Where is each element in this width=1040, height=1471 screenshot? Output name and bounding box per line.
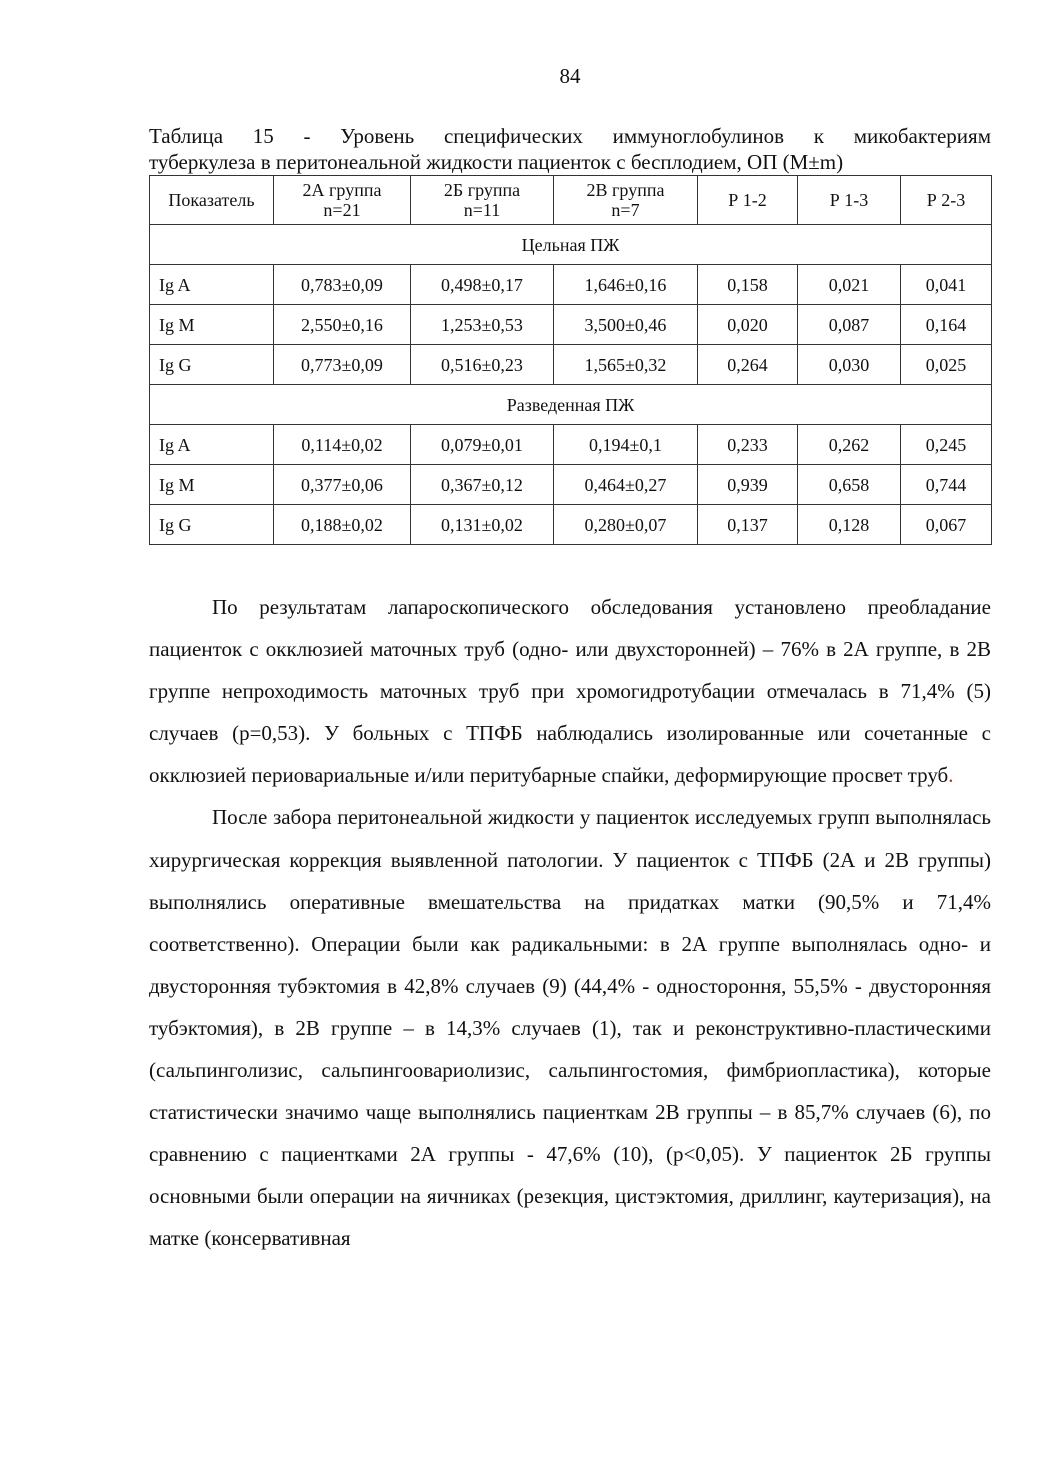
value-cell: 0,025 bbox=[901, 345, 992, 385]
value-cell: 0,128 bbox=[798, 505, 901, 545]
value-cell: 0,188±0,02 bbox=[274, 505, 411, 545]
value-cell: 0,087 bbox=[798, 305, 901, 345]
value-cell: 0,158 bbox=[698, 265, 798, 305]
value-cell: 0,245 bbox=[901, 425, 992, 465]
table-row bbox=[150, 465, 992, 505]
value-cell: 0,067 bbox=[901, 505, 992, 545]
header-cell: 2В группа n=7 bbox=[554, 176, 698, 225]
value-cell: 0,280±0,07 bbox=[554, 505, 698, 545]
table-row bbox=[150, 425, 992, 465]
value-cell: 0,020 bbox=[698, 305, 798, 345]
value-cell: 3,500±0,46 bbox=[554, 305, 698, 345]
value-cell: 0,773±0,09 bbox=[274, 345, 411, 385]
paragraph: После забора перитонеальной жидкости у пациенток исследуемых групп выполнялась хирургическая коррекция выявленной патологии. У пациенток с ТПФБ (2А и 2В группы) выполнялись оперативные вмешательства на придатках матки (90,5% и 71,4% соответственно). Операции были как радикальными: в 2А группе выполнялась одно- и двусторонняя тубэктомия в 42,8% случаев (9) (44,4% - одностороння, 55,5% - двусторонняя тубэктомия), в 2В группе – в 14,3% случаев (1), так и реконструктивно-пластическими (сальпинголизис, сальпингоовариолизис, сальпингостомия, фимбриопластика), которые статистически значимо чаще выполнялись пациенткам 2В группы – в 85,7% случаев (6), по сравнению с пациентками 2А группы - 47,6% (10), (р<0,05). У пациенток 2Б группы основными были операции на яичниках (резекция, цистэктомия, дриллинг, каутеризация), на матке (консервативная bbox=[149, 805, 991, 1251]
value-cell: 0,233 bbox=[698, 425, 798, 465]
value-cell: 0,658 bbox=[798, 465, 901, 505]
value-cell: 1,253±0,53 bbox=[411, 305, 554, 345]
table-body bbox=[150, 225, 992, 545]
value-cell: 0,137 bbox=[698, 505, 798, 545]
row-label-cell: Ig M bbox=[150, 465, 274, 505]
table-row bbox=[150, 345, 992, 385]
value-cell: 0,041 bbox=[901, 265, 992, 305]
header-cell: 2Б группа n=11 bbox=[411, 176, 554, 225]
value-cell: 0,939 bbox=[698, 465, 798, 505]
value-cell: 0,079±0,01 bbox=[411, 425, 554, 465]
caption-line: туберкулеза в перитонеальной жидкости пациенток с бесплодием, ОП (M±m) bbox=[149, 150, 844, 174]
table-header-row bbox=[150, 176, 992, 225]
header-cell: Р 1-2 bbox=[698, 176, 798, 225]
value-cell: 0,114±0,02 bbox=[274, 425, 411, 465]
value-cell: 0,367±0,12 bbox=[411, 465, 554, 505]
value-cell: 0,377±0,06 bbox=[274, 465, 411, 505]
value-cell: 0,744 bbox=[901, 465, 992, 505]
value-cell: 0,464±0,27 bbox=[554, 465, 698, 505]
header-cell: 2А группа n=21 bbox=[274, 176, 411, 225]
row-label-cell: Ig M bbox=[150, 305, 274, 345]
table-row bbox=[150, 305, 992, 345]
row-label-cell: Ig G bbox=[150, 505, 274, 545]
body-text bbox=[149, 586, 991, 1260]
section-title: Цельная ПЖ bbox=[150, 225, 992, 265]
value-cell: 0,498±0,17 bbox=[411, 265, 554, 305]
immunoglobulin-table bbox=[149, 175, 992, 545]
value-cell: 0,516±0,23 bbox=[411, 345, 554, 385]
page-number: 84 bbox=[559, 64, 581, 88]
row-label-cell: Ig A bbox=[150, 265, 274, 305]
caption-line: Таблица 15 - Уровень специфических иммуноглобулинов к микобактериям bbox=[149, 124, 991, 148]
header-cell: Р 1-3 bbox=[798, 176, 901, 225]
value-cell: 1,646±0,16 bbox=[554, 265, 698, 305]
paragraph-end-mark: . bbox=[948, 763, 954, 788]
value-cell: 0,164 bbox=[901, 305, 992, 345]
value-cell: 0,262 bbox=[798, 425, 901, 465]
value-cell: 0,264 bbox=[698, 345, 798, 385]
table-row bbox=[150, 505, 992, 545]
value-cell: 2,550±0,16 bbox=[274, 305, 411, 345]
table-section-row bbox=[150, 385, 992, 425]
table-row bbox=[150, 265, 992, 305]
paragraph: По результатам лапароскопического обследования установлено преобладание пациенток с окклюзией маточных труб (одно- или двухсторонней) – 76% в 2А группе, в 2В группе непроходимость маточных труб при хромогидротубации отмечалась в 71,4% (5) случаев (р=0,53). У больных с ТПФБ наблюдались изолированные или сочетанные с окклюзией периовариальные и/или перитубарные спайки, деформирующие просвет труб. bbox=[149, 595, 991, 788]
value-cell: 0,194±0,1 bbox=[554, 425, 698, 465]
value-cell: 1,565±0,32 bbox=[554, 345, 698, 385]
row-label-cell: Ig A bbox=[150, 425, 274, 465]
table-section-row bbox=[150, 225, 992, 265]
value-cell: 0,021 bbox=[798, 265, 901, 305]
value-cell: 0,783±0,09 bbox=[274, 265, 411, 305]
row-label-cell: Ig G bbox=[150, 345, 274, 385]
table-caption bbox=[149, 123, 991, 175]
section-title: Разведенная ПЖ bbox=[150, 385, 992, 425]
value-cell: 0,030 bbox=[798, 345, 901, 385]
value-cell: 0,131±0,02 bbox=[411, 505, 554, 545]
header-cell: Р 2-3 bbox=[901, 176, 992, 225]
header-cell: Показатель bbox=[150, 176, 274, 225]
